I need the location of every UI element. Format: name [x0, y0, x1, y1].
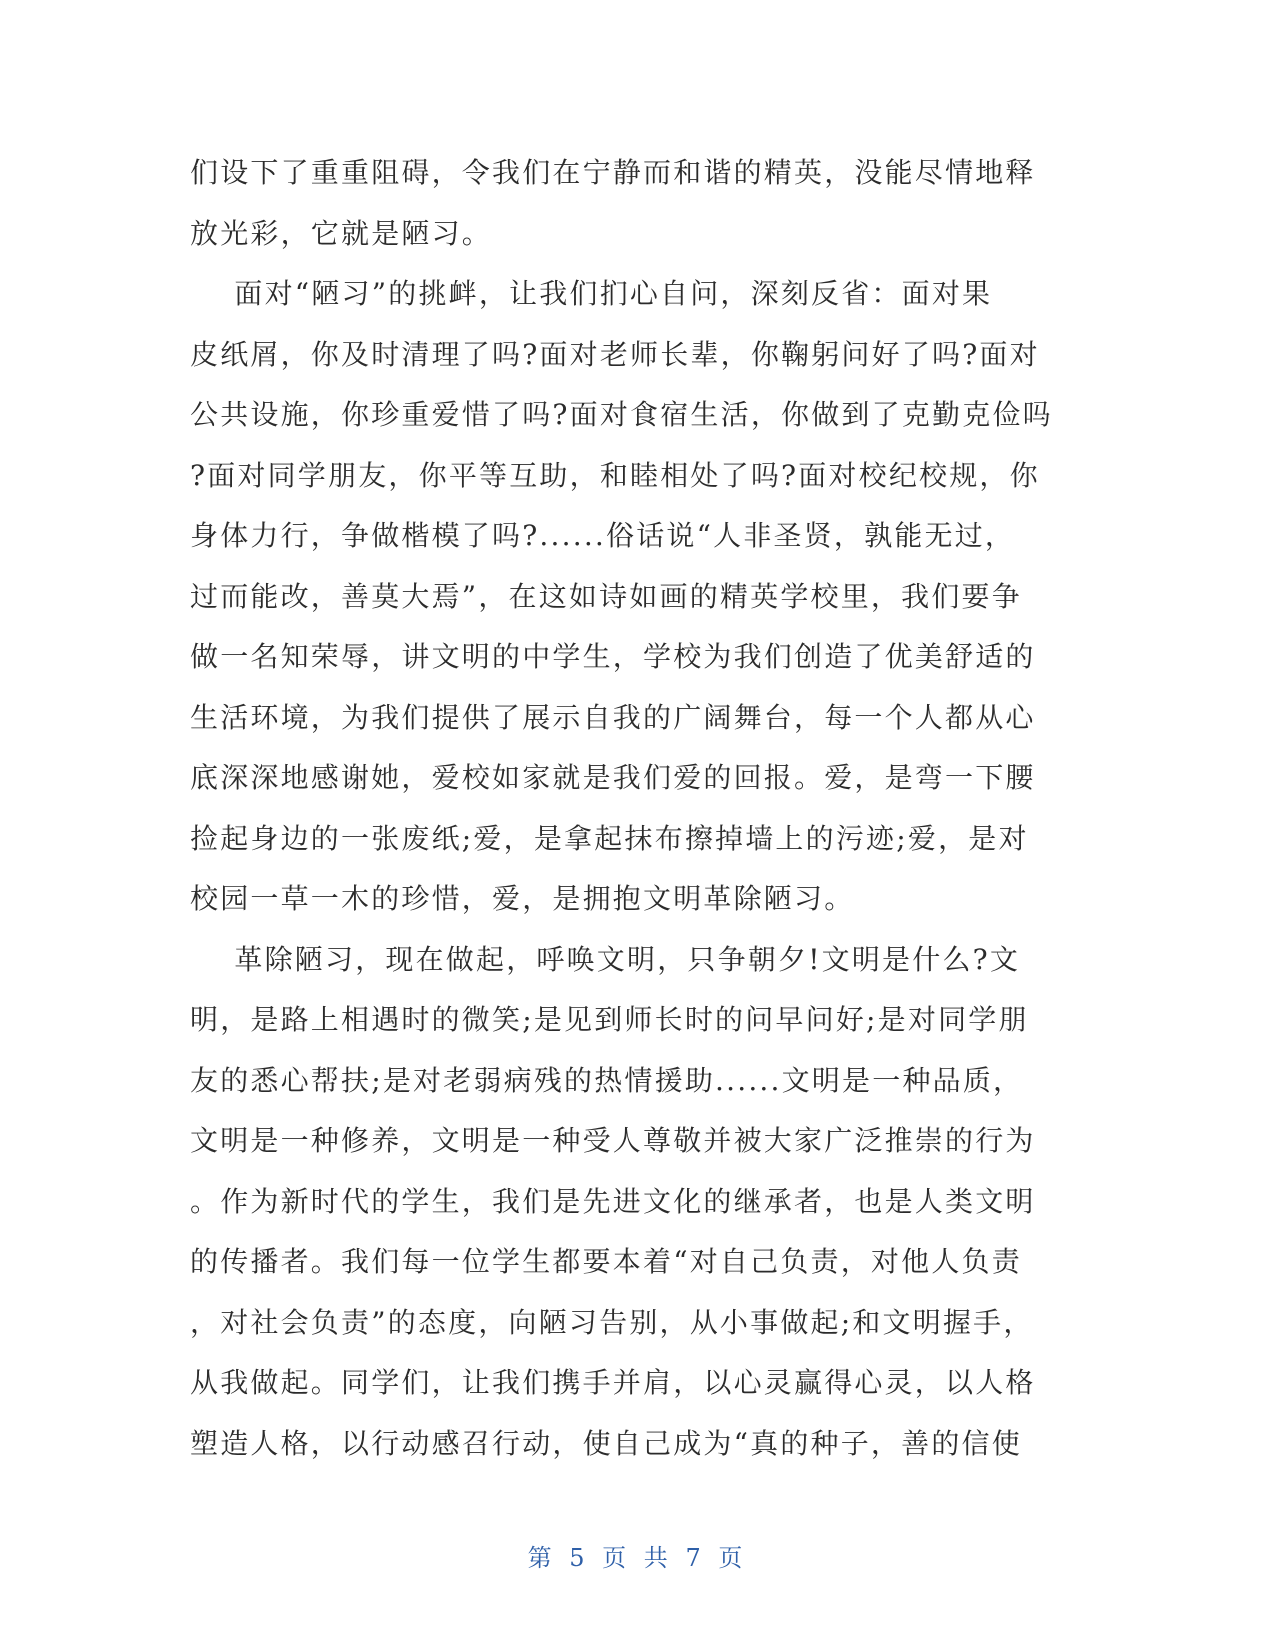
- text-line: 校园一草一木的珍惜，爱，是拥抱文明革除陋习。: [190, 882, 855, 915]
- text-line: 的传播者。我们每一位学生都要本着“对自己负责，对他人负责: [190, 1245, 1022, 1278]
- text-line: 皮纸屑，你及时清理了吗?面对老师长辈，你鞠躬问好了吗?面对: [190, 337, 1040, 371]
- text-line: 面对“陋习”的挑衅，让我们扪心自问，深刻反省：面对果: [190, 277, 993, 310]
- text-line: 身体力行，争做楷模了吗?......俗话说“人非圣贤，孰能无过，: [190, 519, 1016, 552]
- text-line: 从我做起。同学们，让我们携手并肩，以心灵赢得心灵，以人格: [190, 1366, 1036, 1399]
- text-line: 做一名知荣辱，讲文明的中学生，学校为我们创造了优美舒适的: [190, 640, 1036, 673]
- text-line: 文明是一种修养，文明是一种受人尊敬并被大家广泛推崇的行为: [190, 1124, 1036, 1157]
- text-line: 。作为新时代的学生，我们是先进文化的继承者，也是人类文明: [190, 1184, 1036, 1218]
- text-line: 底深深地感谢她，爱校如家就是我们爱的回报。爱，是弯一下腰: [190, 761, 1036, 794]
- text-line: ，对社会负责”的态度，向陋习告别，从小事做起;和文明握手，: [190, 1305, 1034, 1339]
- text-line: 塑造人格，以行动感召行动，使自己成为“真的种子，善的信使: [190, 1426, 1022, 1460]
- text-line: 放光彩，它就是陋习。: [190, 216, 493, 250]
- text-line: 公共设施，你珍重爱惜了吗?面对食宿生活，你做到了克勤克俭吗: [190, 398, 1053, 431]
- text-line: 过而能改，善莫大焉”，在这如诗如画的精英学校里，我们要争: [190, 579, 1022, 613]
- text-line: ?面对同学朋友，你平等互助，和睦相处了吗?面对校纪校规，你: [190, 458, 1040, 492]
- text-line: 革除陋习，现在做起，呼唤文明，只争朝夕!文明是什么?文: [190, 942, 1021, 976]
- text-line: 捡起身边的一张废纸;爱，是拿起抹布擦掉墙上的污迹;爱，是对: [190, 821, 1029, 855]
- body-text: [190, 143, 1070, 1474]
- text-line: 明，是路上相遇时的微笑;是见到师长时的问早问好;是对同学朋: [190, 1003, 1029, 1036]
- text-line: 们设下了重重阻碍，令我们在宁静而和谐的精英，没能尽情地释: [190, 156, 1036, 189]
- text-line: 生活环境，为我们提供了展示自我的广阔舞台，每一个人都从心: [190, 700, 1036, 734]
- page-number: 第 5 页 共 7 页: [527, 1544, 748, 1572]
- text-line: 友的悉心帮扶;是对老弱病残的热情援助......文明是一种品质，: [190, 1063, 1024, 1097]
